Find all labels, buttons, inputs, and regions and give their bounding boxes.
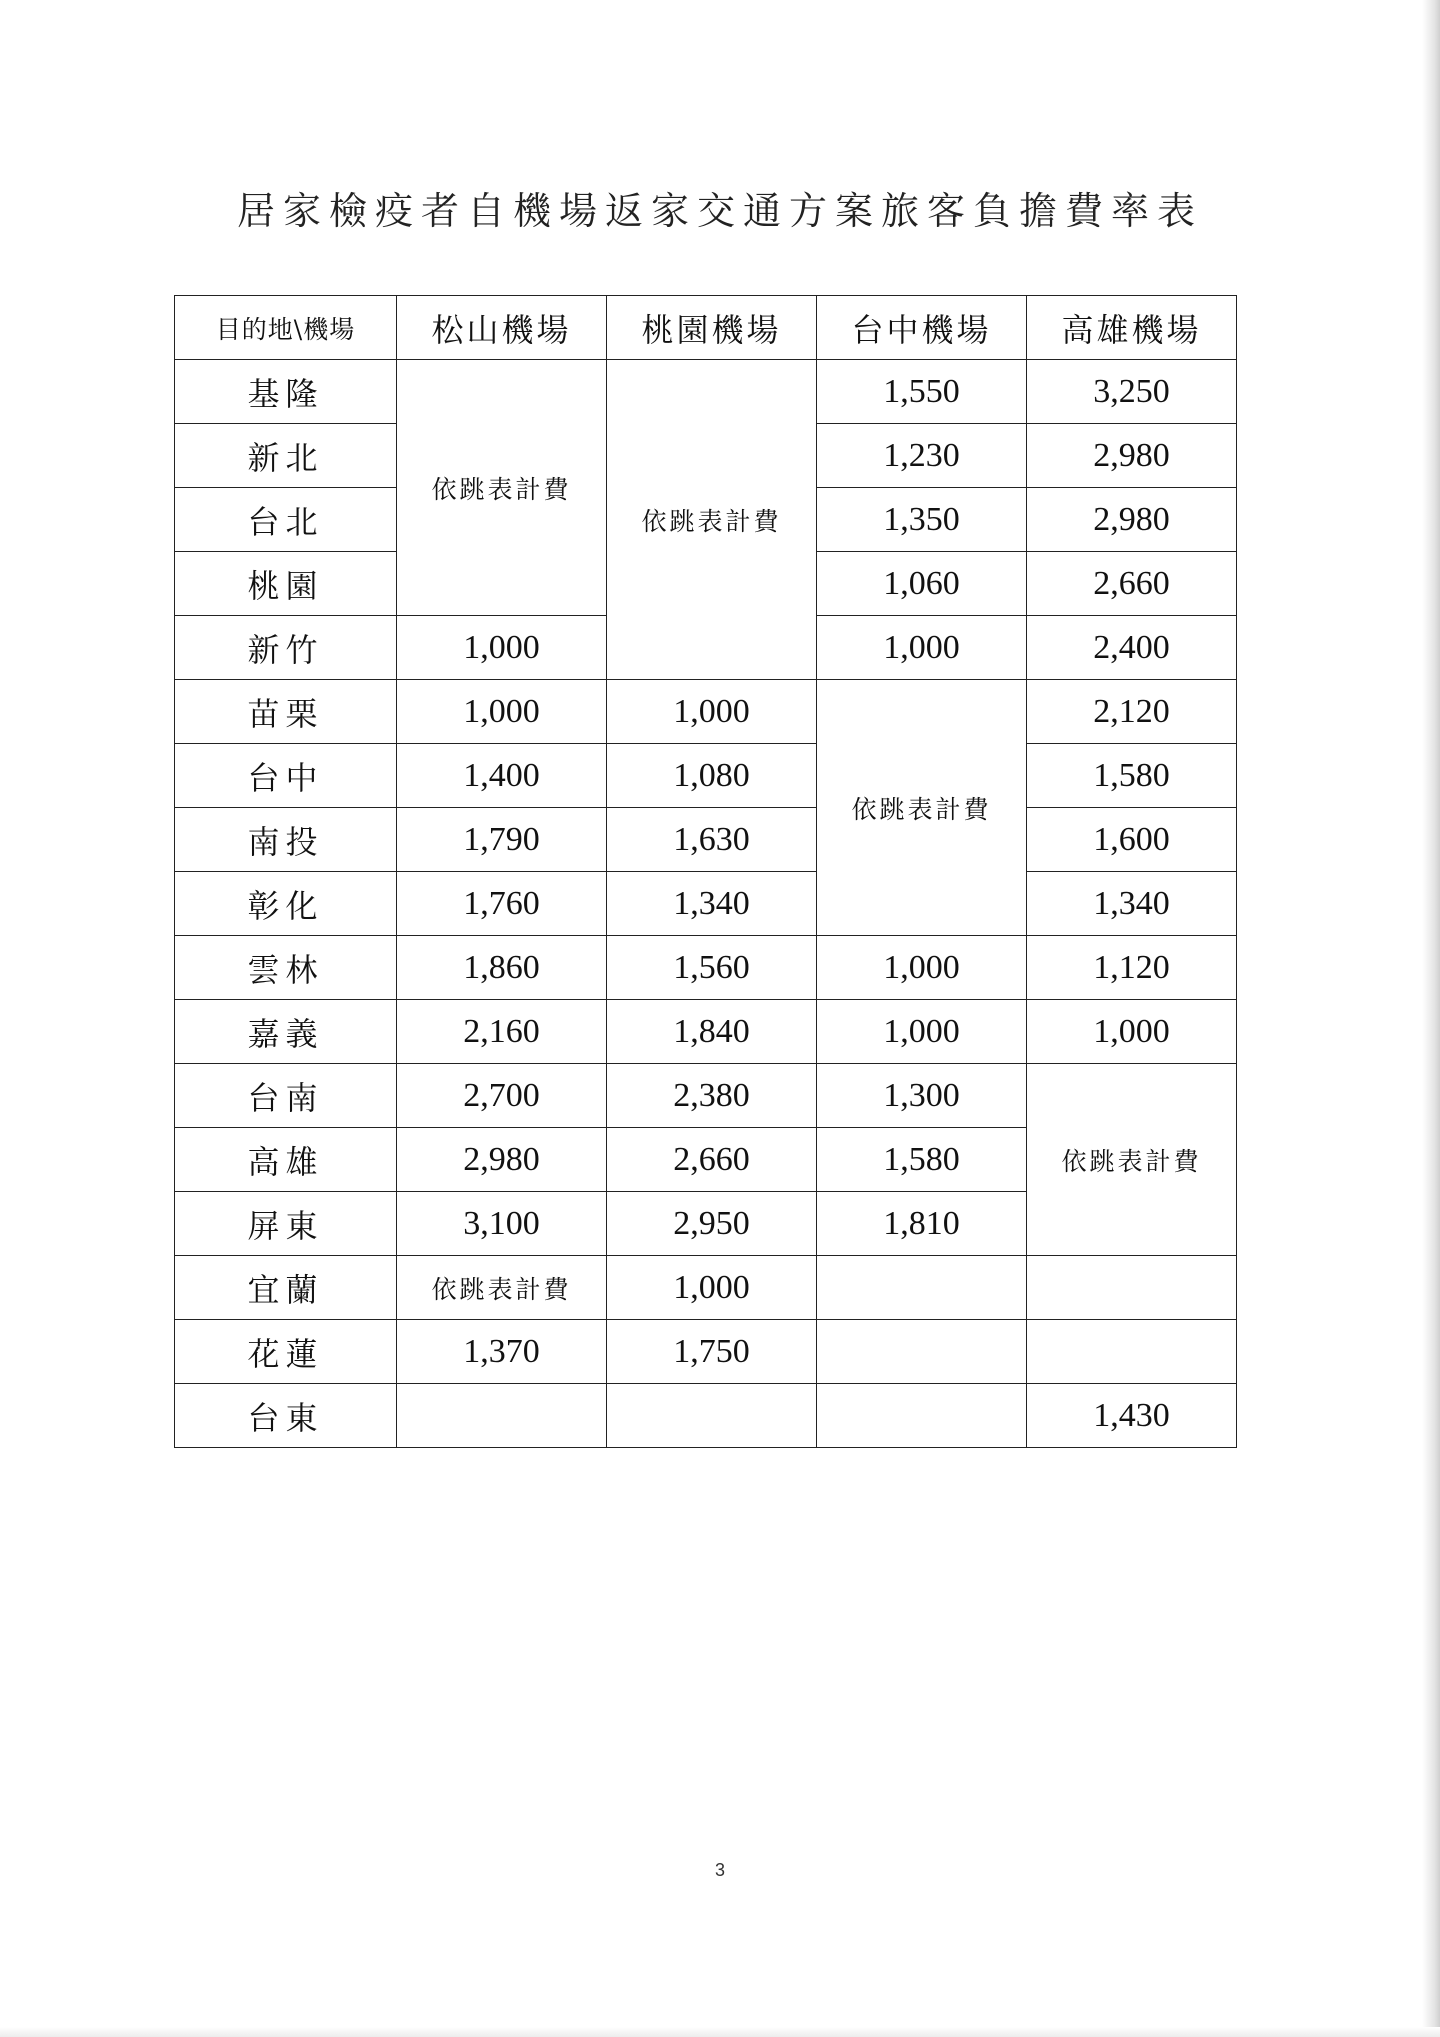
fare-cell: 1,630	[607, 808, 817, 872]
fare-cell: 1,000	[817, 1000, 1027, 1064]
meter-fare-cell: 依跳表計費	[607, 360, 817, 680]
fare-table	[174, 295, 1237, 1448]
fare-cell	[1027, 1320, 1237, 1384]
table-row	[175, 744, 1237, 808]
destination-cell: 台南	[175, 1064, 397, 1128]
destination-cell: 新竹	[175, 616, 397, 680]
fare-cell: 1,000	[397, 680, 607, 744]
fare-cell: 1,060	[817, 552, 1027, 616]
fare-cell: 1,580	[817, 1128, 1027, 1192]
destination-cell: 嘉義	[175, 1000, 397, 1064]
fare-cell: 2,160	[397, 1000, 607, 1064]
fare-cell: 1,350	[817, 488, 1027, 552]
fare-cell: 1,810	[817, 1192, 1027, 1256]
meter-fare-cell: 依跳表計費	[397, 360, 607, 616]
fare-cell	[817, 1256, 1027, 1320]
destination-cell: 台中	[175, 744, 397, 808]
fare-cell: 1,080	[607, 744, 817, 808]
fare-cell: 1,000	[607, 680, 817, 744]
table-row	[175, 1320, 1237, 1384]
fare-cell: 2,980	[397, 1128, 607, 1192]
fare-cell: 2,400	[1027, 616, 1237, 680]
fare-cell: 3,100	[397, 1192, 607, 1256]
destination-cell: 雲林	[175, 936, 397, 1000]
table-row	[175, 1064, 1237, 1128]
fare-cell: 1,400	[397, 744, 607, 808]
fare-cell: 1,560	[607, 936, 817, 1000]
destination-cell: 苗栗	[175, 680, 397, 744]
fare-cell: 1,000	[607, 1256, 817, 1320]
fare-cell: 1,600	[1027, 808, 1237, 872]
document-title: 居家檢疫者自機場返家交通方案旅客負擔費率表	[236, 189, 1203, 233]
fare-cell	[817, 1384, 1027, 1448]
fare-cell	[607, 1384, 817, 1448]
destination-cell: 新北	[175, 424, 397, 488]
scan-page-edge-bottom	[0, 2027, 1440, 2037]
header-songshan: 松山機場	[397, 296, 607, 360]
table-row	[175, 1000, 1237, 1064]
fare-cell: 1,430	[1027, 1384, 1237, 1448]
destination-cell: 基隆	[175, 360, 397, 424]
destination-cell: 屏東	[175, 1192, 397, 1256]
destination-cell: 南投	[175, 808, 397, 872]
fare-cell: 1,120	[1027, 936, 1237, 1000]
page-number: 3	[714, 1860, 725, 1880]
fare-cell: 1,370	[397, 1320, 607, 1384]
destination-cell: 桃園	[175, 552, 397, 616]
table-header-row	[175, 296, 1237, 360]
corner-header: 目的地\機場	[175, 296, 397, 360]
table-row	[175, 680, 1237, 744]
fare-cell: 1,840	[607, 1000, 817, 1064]
destination-cell: 高雄	[175, 1128, 397, 1192]
header-taichung: 台中機場	[817, 296, 1027, 360]
table-row	[175, 872, 1237, 936]
fare-cell: 2,980	[1027, 424, 1237, 488]
fare-cell: 1,750	[607, 1320, 817, 1384]
destination-cell: 台北	[175, 488, 397, 552]
fare-cell: 3,250	[1027, 360, 1237, 424]
meter-fare-cell: 依跳表計費	[1027, 1064, 1237, 1256]
destination-cell: 花蓮	[175, 1320, 397, 1384]
fare-cell: 1,000	[817, 936, 1027, 1000]
fare-cell: 1,550	[817, 360, 1027, 424]
fare-cell: 2,980	[1027, 488, 1237, 552]
header-kaohsiung: 高雄機場	[1027, 296, 1237, 360]
fare-cell: 1,340	[607, 872, 817, 936]
destination-cell: 宜蘭	[175, 1256, 397, 1320]
fare-cell: 1,860	[397, 936, 607, 1000]
meter-fare-cell: 依跳表計費	[817, 680, 1027, 936]
fare-cell: 1,000	[1027, 1000, 1237, 1064]
fare-cell: 2,120	[1027, 680, 1237, 744]
fare-cell: 1,760	[397, 872, 607, 936]
fare-cell: 2,660	[1027, 552, 1237, 616]
fare-cell: 2,380	[607, 1064, 817, 1128]
fare-cell	[397, 1384, 607, 1448]
fare-cell: 1,230	[817, 424, 1027, 488]
fare-cell: 1,340	[1027, 872, 1237, 936]
table-row	[175, 936, 1237, 1000]
table-row	[175, 1256, 1237, 1320]
destination-cell: 彰化	[175, 872, 397, 936]
table-row	[175, 360, 1237, 424]
fare-cell: 2,950	[607, 1192, 817, 1256]
fare-cell	[817, 1320, 1027, 1384]
fare-cell	[1027, 1256, 1237, 1320]
table-row	[175, 808, 1237, 872]
table-row	[175, 1384, 1237, 1448]
destination-cell: 台東	[175, 1384, 397, 1448]
fare-cell: 1,300	[817, 1064, 1027, 1128]
fare-cell: 2,660	[607, 1128, 817, 1192]
scan-page-edge	[1422, 0, 1440, 2037]
fare-cell: 1,000	[817, 616, 1027, 680]
meter-fare-cell: 依跳表計費	[397, 1256, 607, 1320]
fare-cell: 1,790	[397, 808, 607, 872]
fare-cell: 1,000	[397, 616, 607, 680]
fare-cell: 2,700	[397, 1064, 607, 1128]
fare-cell: 1,580	[1027, 744, 1237, 808]
header-taoyuan: 桃園機場	[607, 296, 817, 360]
